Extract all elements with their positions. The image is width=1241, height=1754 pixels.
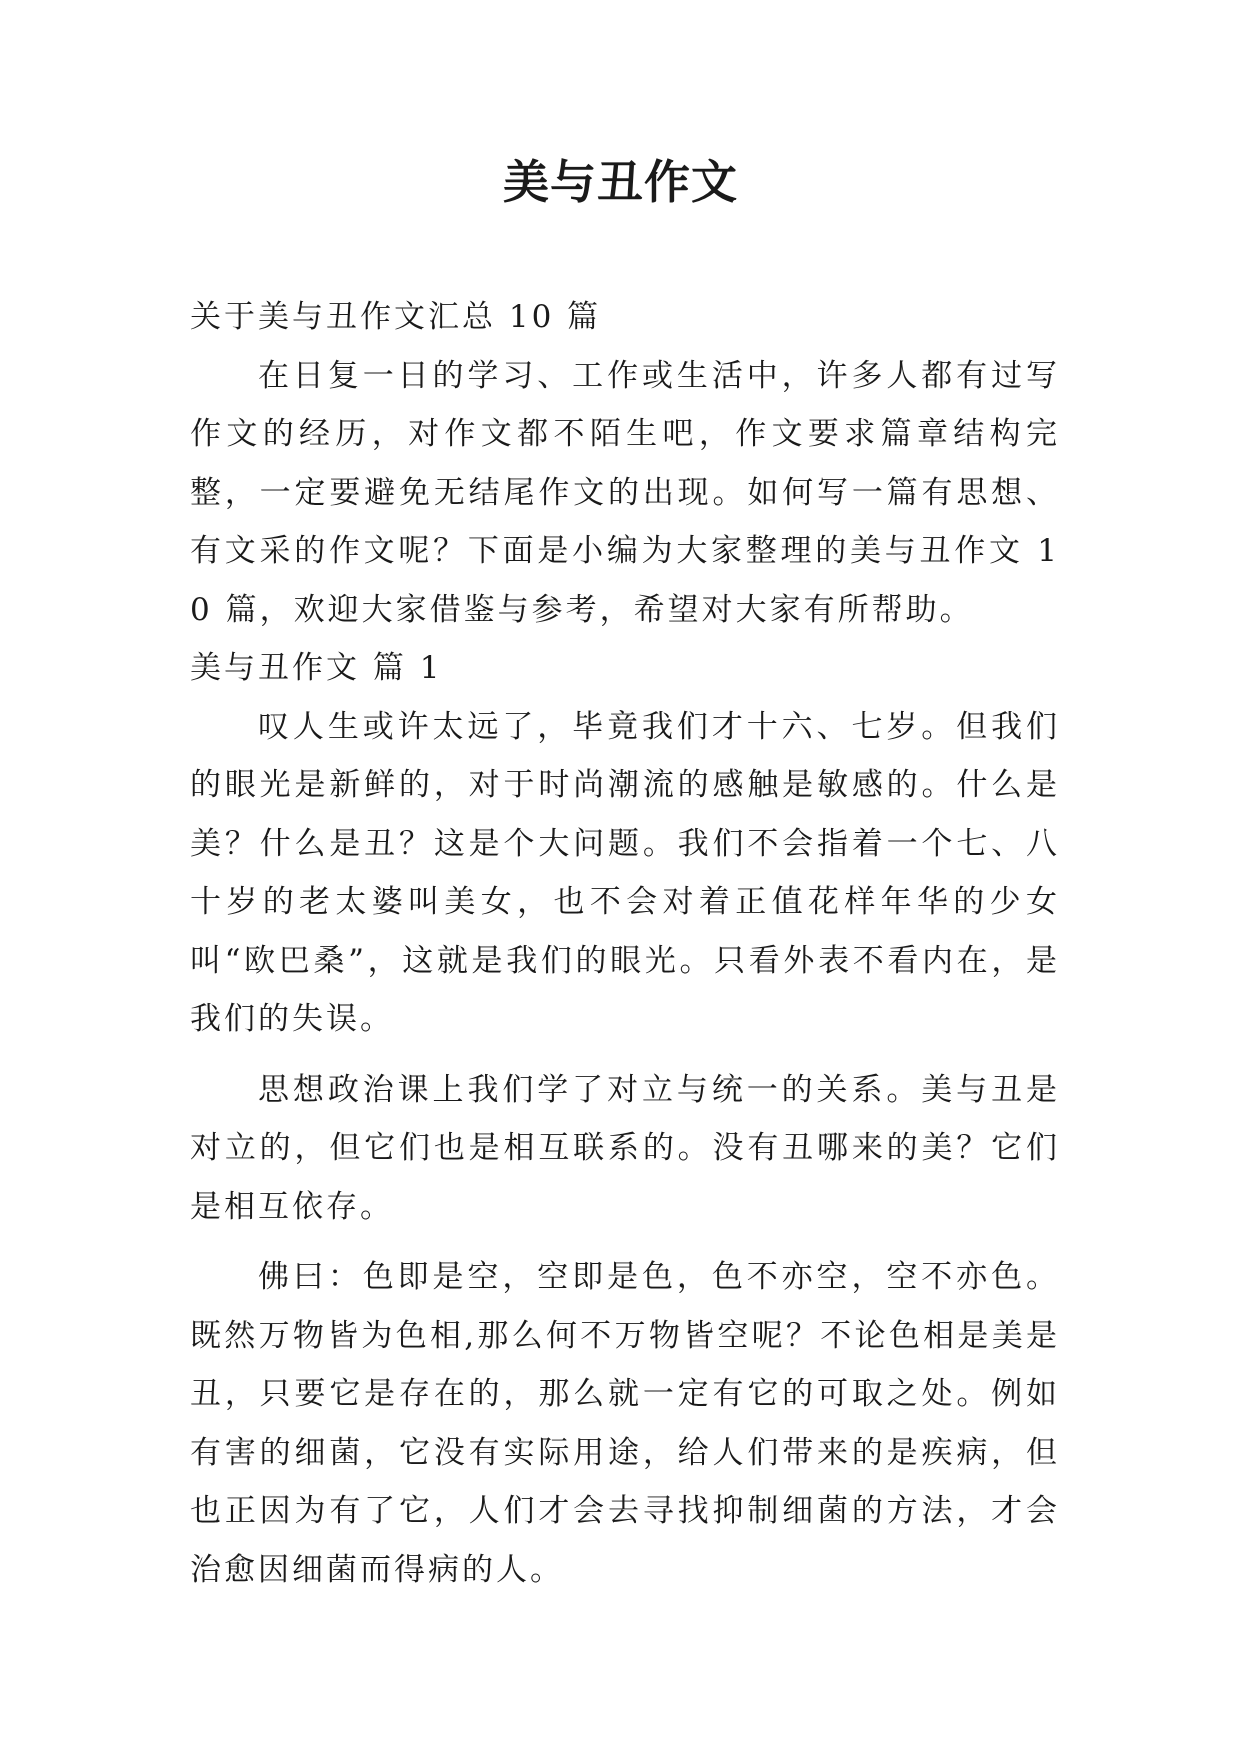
document-subtitle: 关于美与丑作文汇总 10 篇 [190, 299, 602, 335]
section-heading: 美与丑作文 篇 1 [190, 650, 443, 686]
body-paragraph: 思想政治课上我们学了对立与统一的关系。美与丑是对立的，但它们也是相互联系的。没有丑哪来的美？它们是相互依存。 [190, 1071, 1060, 1225]
body-paragraph: 佛曰：色即是空，空即是色，色不亦空，空不亦色。既然万物皆为色相,那么何不万物皆空呢？不论色相是美是丑，只要它是存在的，那么就一定有它的可取之处。例如有害的细菌，它没有实际用途，给人们带来的是疾病，但也正因为有了它，人们才会去寻找抑制细菌的方法，才会治愈因细菌而得病的人。 [190, 1259, 1060, 1588]
intro-paragraph: 在日复一日的学习、工作或生活中，许多人都有过写作文的经历，对作文都不陌生吧，作文要求篇章结构完整，一定要避免无结尾作文的出现。如何写一篇有思想、有文采的作文呢？下面是小编为大家整理的美与丑作文 10 篇，欢迎大家借鉴与参考，希望对大家有所帮助。 [190, 357, 1060, 628]
body-paragraph: 叹人生或许太远了，毕竟我们才十六、七岁。但我们的眼光是新鲜的，对于时尚潮流的感触是敏感的。什么是美？什么是丑？这是个大问题。我们不会指着一个七、八十岁的老太婆叫美女，也不会对着正值花样年华的少女叫“欧巴桑”，这就是我们的眼光。只看外表不看内在，是我们的失误。 [190, 708, 1060, 1037]
document-title: 美与丑作文 [503, 155, 738, 209]
document-body [190, 288, 1060, 1599]
